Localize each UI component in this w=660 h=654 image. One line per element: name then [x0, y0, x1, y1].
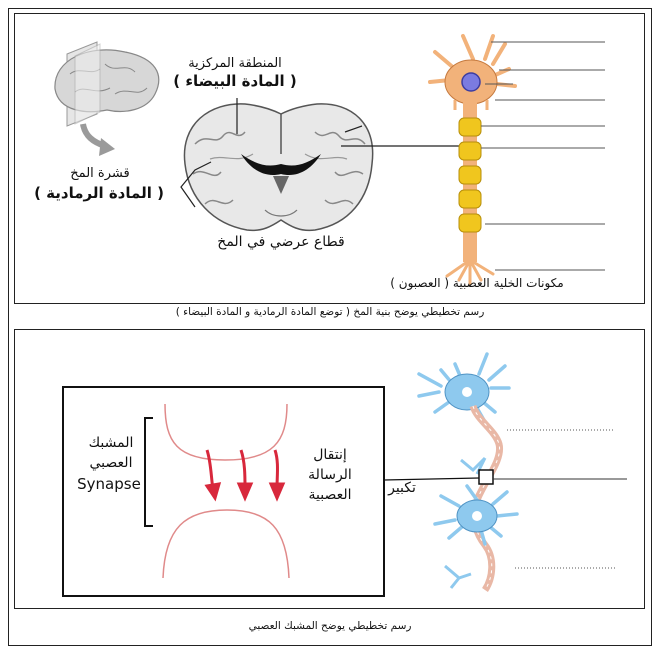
top-caption: رسم تخطيطي يوضح بنية المخ ( توضع المادة الرمادية و المادة البيضاء )	[175, 306, 485, 318]
cortex-label: قشرة المخ	[70, 166, 130, 181]
brain-structure-panel	[14, 13, 645, 304]
transmission-label-1: إنتقال	[313, 447, 347, 463]
brain-side-view-icon	[55, 42, 159, 126]
neuron-components-label: مكونات الخلية العصبية ( العصبون )	[390, 276, 564, 290]
transmission-label-3: العصبية	[308, 487, 352, 503]
synapse-ar-label-1: المشبك	[88, 435, 134, 451]
curved-arrow-icon	[83, 124, 115, 156]
white-matter-label: ( المادة البيضاء )	[173, 72, 297, 90]
gray-matter-label: ( المادة الرمادية )	[34, 184, 164, 202]
neuron-vertical-image	[430, 36, 515, 284]
synapse-ar-label-2: العصبي	[89, 455, 133, 471]
cross-section-label: قطاع عرضي في المخ	[217, 234, 345, 250]
brain-structure-illustration	[15, 14, 644, 303]
synapse-en-label: Synapse	[77, 475, 141, 493]
synapse-panel	[14, 329, 645, 609]
central-region-label: المنطقة المركزية	[188, 56, 282, 71]
brain-cross-section-image	[184, 104, 372, 231]
neuron-upper-image	[419, 354, 509, 590]
magnify-label: تكبير	[388, 480, 416, 496]
magnify-marker	[479, 470, 493, 484]
bottom-caption: رسم تخطيطي يوضح المشبك العصبي	[248, 620, 412, 632]
transmission-label-2: الرسالة	[308, 467, 352, 483]
